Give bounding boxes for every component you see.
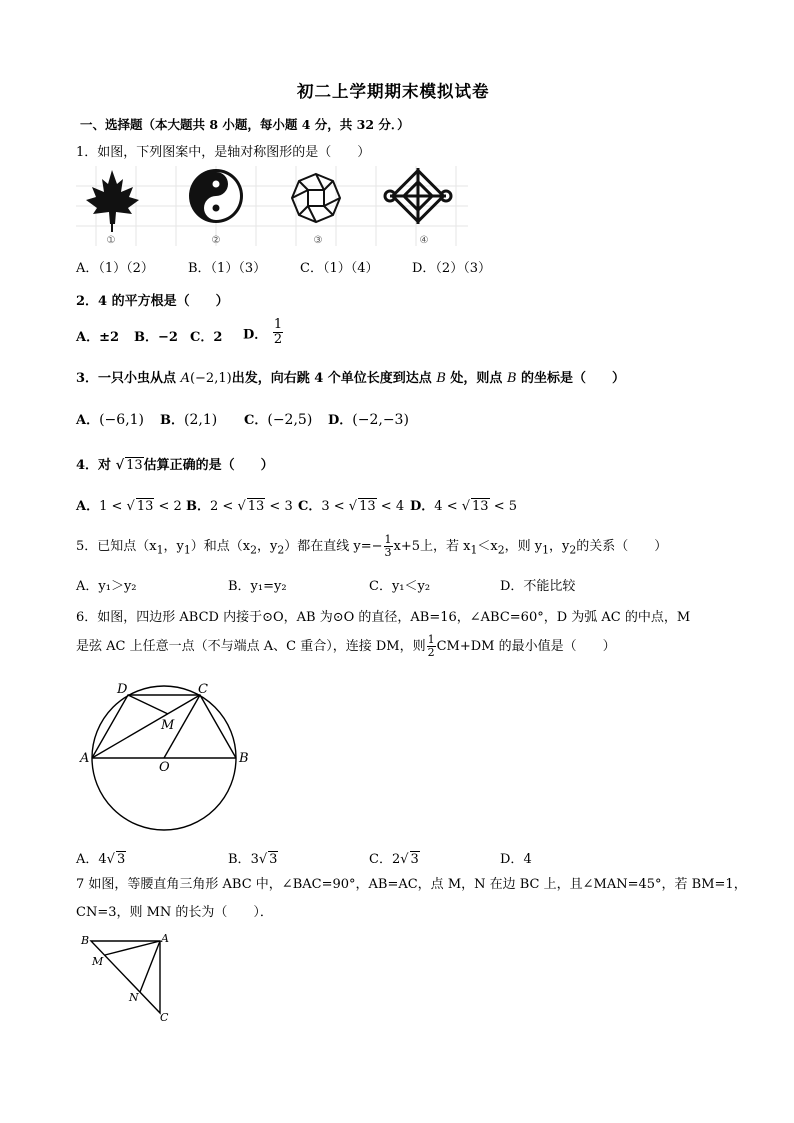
page-title: 初二上学期期末模拟试卷 [297,82,490,101]
q2-option-c[interactable]: C．2 [190,330,223,345]
q3-option-d[interactable]: D．(−2,−3) [328,412,409,428]
q2-option-d[interactable]: D． $\frac{1}{2}$ [243,317,283,348]
yin-yang-icon [189,169,243,223]
q6-option-d[interactable]: D．4 [500,852,532,867]
q1-label-3: ③ [313,235,323,246]
q3-option-c[interactable]: C．(−2,5) [244,412,313,428]
q5-stem: 5．已知点（$x_1$，$y_1$）和点（$x_2$，$y_2$）都在直线 y=− $\frac{1}{3}$ x+5上，若 $x_1<x_2$，则 $y_1$，$y_2$的关系（ ） [76,533,668,560]
q6-label-b: B [239,751,249,766]
q1-option-d[interactable]: D．（2）（3） [412,261,491,276]
q3-option-a[interactable]: A．(−6,1) [76,412,145,428]
q5-option-d[interactable]: D．不能比较 [500,579,576,594]
q7-label-c: C [160,1011,169,1024]
q3-stem: 3．一只小虫从点 A(−2,1)出发，向右跳 4 个单位长度到达点 B 处，则点 B 的坐标是（ ） [76,371,626,386]
q5-option-c[interactable]: C．y₁＜y₂ [369,579,431,594]
q6-label-o: O [159,760,170,775]
q6-line2: 是弦 AC 上任意一点（不与端点 A、C 重合），连接 DM，则 $\frac{1}{2}$ CM+DM 的最小值是（ ） [76,633,616,660]
q7-label-m: M [92,955,104,968]
q4-option-a[interactable]: A．1 < √ 13 < 2 [76,499,182,514]
q1-option-c[interactable]: C．（1）（4） [300,261,379,276]
q7-label-n: N [129,991,139,1004]
q7-line2: CN=3，则 MN 的长为（ ）． [76,905,273,920]
q1-option-b[interactable]: B．（1）（3） [188,261,267,276]
q2-option-b[interactable]: B．−2 [134,330,178,345]
q1-label-1: ① [106,235,116,246]
section-heading: 一、选择题（本大题共 8 小题，每小题 4 分，共 32 分．） [80,117,410,132]
q1-label-2: ② [211,235,221,246]
q4-option-b[interactable]: B．2 < √ 13 < 3 [186,499,293,514]
q7-label-b: B [81,934,90,947]
q7-figure [76,928,186,1028]
q1-figure [76,166,468,246]
q6-label-m: M [161,718,175,733]
q2-stem: 2．4 的平方根是（ ） [76,294,229,309]
q1-label-4: ④ [419,235,429,246]
q4-stem: 4．对 √ 13估算正确的是（ ） [76,458,274,473]
q6-figure [76,680,256,840]
q6-option-b[interactable]: B．3√ 3 [228,852,278,867]
q4-option-d[interactable]: D．4 < √ 13 < 5 [410,499,518,514]
q4-option-c[interactable]: C．3 < √ 13 < 4 [298,499,405,514]
q3-option-b[interactable]: B．(2,1) [160,412,218,428]
q6-label-c: C [198,682,208,697]
q2-option-a[interactable]: A．±2 [76,330,120,345]
q1-option-a[interactable]: A．（1）（2） [76,261,154,276]
q6-option-c[interactable]: C．2√ 3 [369,852,419,867]
q6-option-a[interactable]: A．4√ 3 [76,852,126,867]
q6-line1: 6．如图，四边形 ABCD 内接于⊙O，AB 为⊙O 的直径，AB=16，∠ABC=60°，D 为弧 AC 的中点，M [76,610,691,625]
q5-option-a[interactable]: A．y₁＞y₂ [76,579,137,594]
q1-stem: 1．如图，下列图案中，是轴对称图形的是（ ） [76,145,371,160]
q6-label-d: D [117,682,128,697]
q7-line1: 7 如图，等腰直角三角形 ABC 中，∠BAC=90°，AB=AC，点 M，N 在边 BC 上，且∠MAN=45°，若 BM=1， [76,877,747,892]
q5-option-b[interactable]: B．y₁=y₂ [228,579,287,594]
q6-label-a: A [80,751,90,766]
q7-label-a: A [161,932,169,945]
